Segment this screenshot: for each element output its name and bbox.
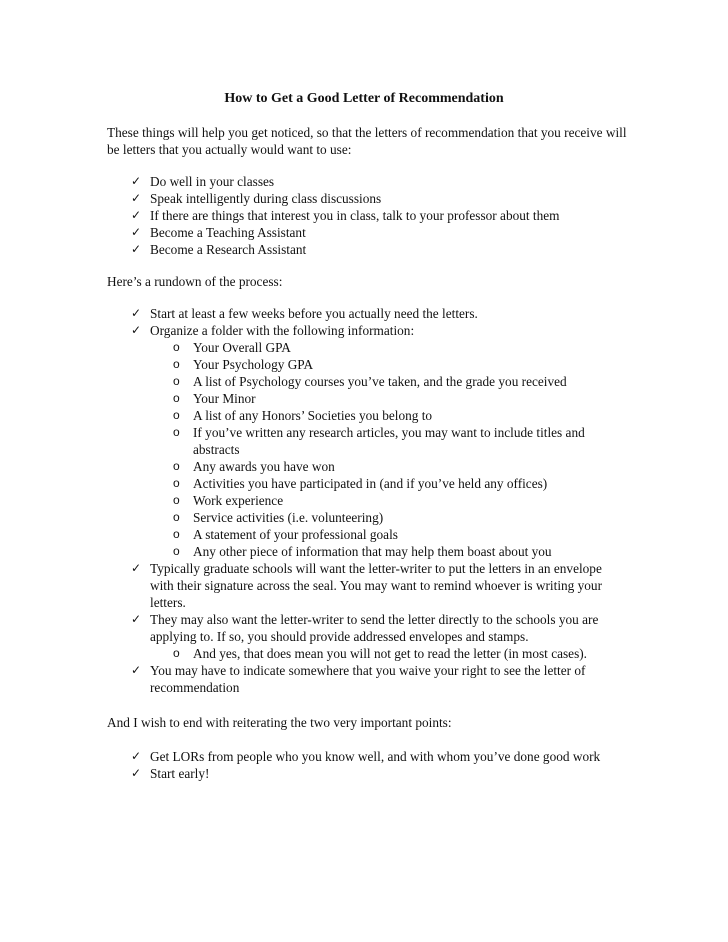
sub-list-item	[150, 645, 626, 662]
checkmark-icon: ✓	[131, 306, 142, 320]
circle-bullet-icon: o	[173, 391, 180, 405]
sub-list-item	[150, 543, 626, 560]
circle-bullet-icon: o	[173, 425, 180, 439]
document-title: How to Get a Good Letter of Recommendation	[224, 91, 504, 106]
sub-list-item-text: Your Psychology GPA	[193, 357, 314, 372]
sub-list-item-text: A statement of your professional goals	[193, 527, 398, 542]
list-item	[107, 765, 626, 782]
circle-bullet-icon: o	[173, 476, 180, 490]
points-list	[107, 748, 627, 782]
sub-list-item-text: Any other piece of information that may help them boast about you	[193, 544, 552, 559]
circle-bullet-icon: o	[173, 646, 180, 660]
list-item-text: Speak intelligently during class discussions	[150, 191, 382, 206]
list-item	[107, 662, 626, 696]
checkmark-icon: ✓	[131, 225, 142, 239]
process-list	[107, 305, 627, 696]
sub-list-item-text: A list of Psychology courses you’ve taken, and the grade you received	[193, 374, 567, 389]
list-item-text: If there are things that interest you in class, talk to your professor about them	[150, 208, 560, 223]
sub-list-item	[150, 356, 626, 373]
list-item	[107, 322, 626, 560]
direct-note-list	[150, 645, 626, 662]
sub-list-item-text: Your Minor	[193, 391, 256, 406]
list-item	[107, 305, 626, 322]
checkmark-icon: ✓	[131, 191, 142, 205]
list-item	[107, 241, 626, 258]
sub-list-item	[150, 509, 626, 526]
circle-bullet-icon: o	[173, 510, 180, 524]
list-item	[107, 224, 626, 241]
sub-list-item	[150, 424, 626, 458]
circle-bullet-icon: o	[173, 544, 180, 558]
sub-list-item-text: If you’ve written any research articles, you may want to include titles and abstracts	[193, 425, 585, 457]
list-item-text: Start at least a few weeks before you actually need the letters.	[150, 306, 478, 321]
list-item-text: Become a Research Assistant	[150, 242, 307, 257]
sub-list-item-text: Work experience	[193, 493, 284, 508]
circle-bullet-icon: o	[173, 527, 180, 541]
checkmark-icon: ✓	[131, 766, 142, 780]
sub-list-item	[150, 475, 626, 492]
sub-list-item-text: Service activities (i.e. volunteering)	[193, 510, 384, 525]
sub-list-item-text: Any awards you have won	[193, 459, 335, 474]
checkmark-icon: ✓	[131, 174, 142, 188]
sub-list-item-text: A list of any Honors’ Societies you belong to	[193, 408, 433, 423]
list-item	[107, 207, 626, 224]
checkmark-icon: ✓	[131, 323, 142, 337]
list-item-text: Typically graduate schools will want the letter-writer to put the letters in an envelope with their signature across the seal. You may want to remind whoever is writing your letters.	[150, 561, 603, 610]
sub-list-item-text: Your Overall GPA	[193, 340, 291, 355]
circle-bullet-icon: o	[173, 493, 180, 507]
intro-paragraph: These things will help you get noticed, so that the letters of recommendation that you receive will be letters that you actually would want to use:	[107, 125, 627, 157]
sub-list-item	[150, 458, 626, 475]
sub-list-item	[150, 390, 626, 407]
circle-bullet-icon: o	[173, 459, 180, 473]
sub-list-item	[150, 339, 626, 356]
list-item-text: Become a Teaching Assistant	[150, 225, 306, 240]
sub-list-item	[150, 373, 626, 390]
list-item-text: Organize a folder with the following information:	[150, 323, 415, 338]
list-item-text: They may also want the letter-writer to send the letter directly to the schools you are applying to. If so, you should provide addressed envelopes and stamps.	[150, 612, 599, 644]
checkmark-icon: ✓	[131, 561, 142, 575]
list-item	[107, 173, 626, 190]
checkmark-icon: ✓	[131, 663, 142, 677]
sub-list-item	[150, 492, 626, 509]
list-item-text: Get LORs from people who you know well, and with whom you’ve done good work	[150, 749, 601, 764]
checkmark-icon: ✓	[131, 208, 142, 222]
process-heading: Here’s a rundown of the process:	[107, 274, 283, 289]
circle-bullet-icon: o	[173, 408, 180, 422]
circle-bullet-icon: o	[173, 357, 180, 371]
checkmark-icon: ✓	[131, 612, 142, 626]
sub-list-item-text: And yes, that does mean you will not get to read the letter (in most cases).	[193, 646, 588, 661]
checkmark-icon: ✓	[131, 749, 142, 763]
checkmark-icon: ✓	[131, 242, 142, 256]
circle-bullet-icon: o	[173, 374, 180, 388]
list-item	[107, 611, 626, 662]
sub-list-item-text: Activities you have participated in (and if you’ve held any offices)	[193, 476, 548, 491]
ending-heading: And I wish to end with reiterating the two very important points:	[107, 715, 452, 730]
sub-list-item	[150, 407, 626, 424]
list-item	[107, 560, 626, 611]
list-item-text: Start early!	[150, 766, 210, 781]
list-item	[107, 748, 626, 765]
list-item-text: Do well in your classes	[150, 174, 275, 189]
circle-bullet-icon: o	[173, 340, 180, 354]
list-item-text: You may have to indicate somewhere that you waive your right to see the letter of recommendation	[150, 663, 586, 695]
sub-list-item	[150, 526, 626, 543]
list-item	[107, 190, 626, 207]
tips-list	[107, 173, 627, 258]
folder-items-list	[150, 339, 626, 560]
